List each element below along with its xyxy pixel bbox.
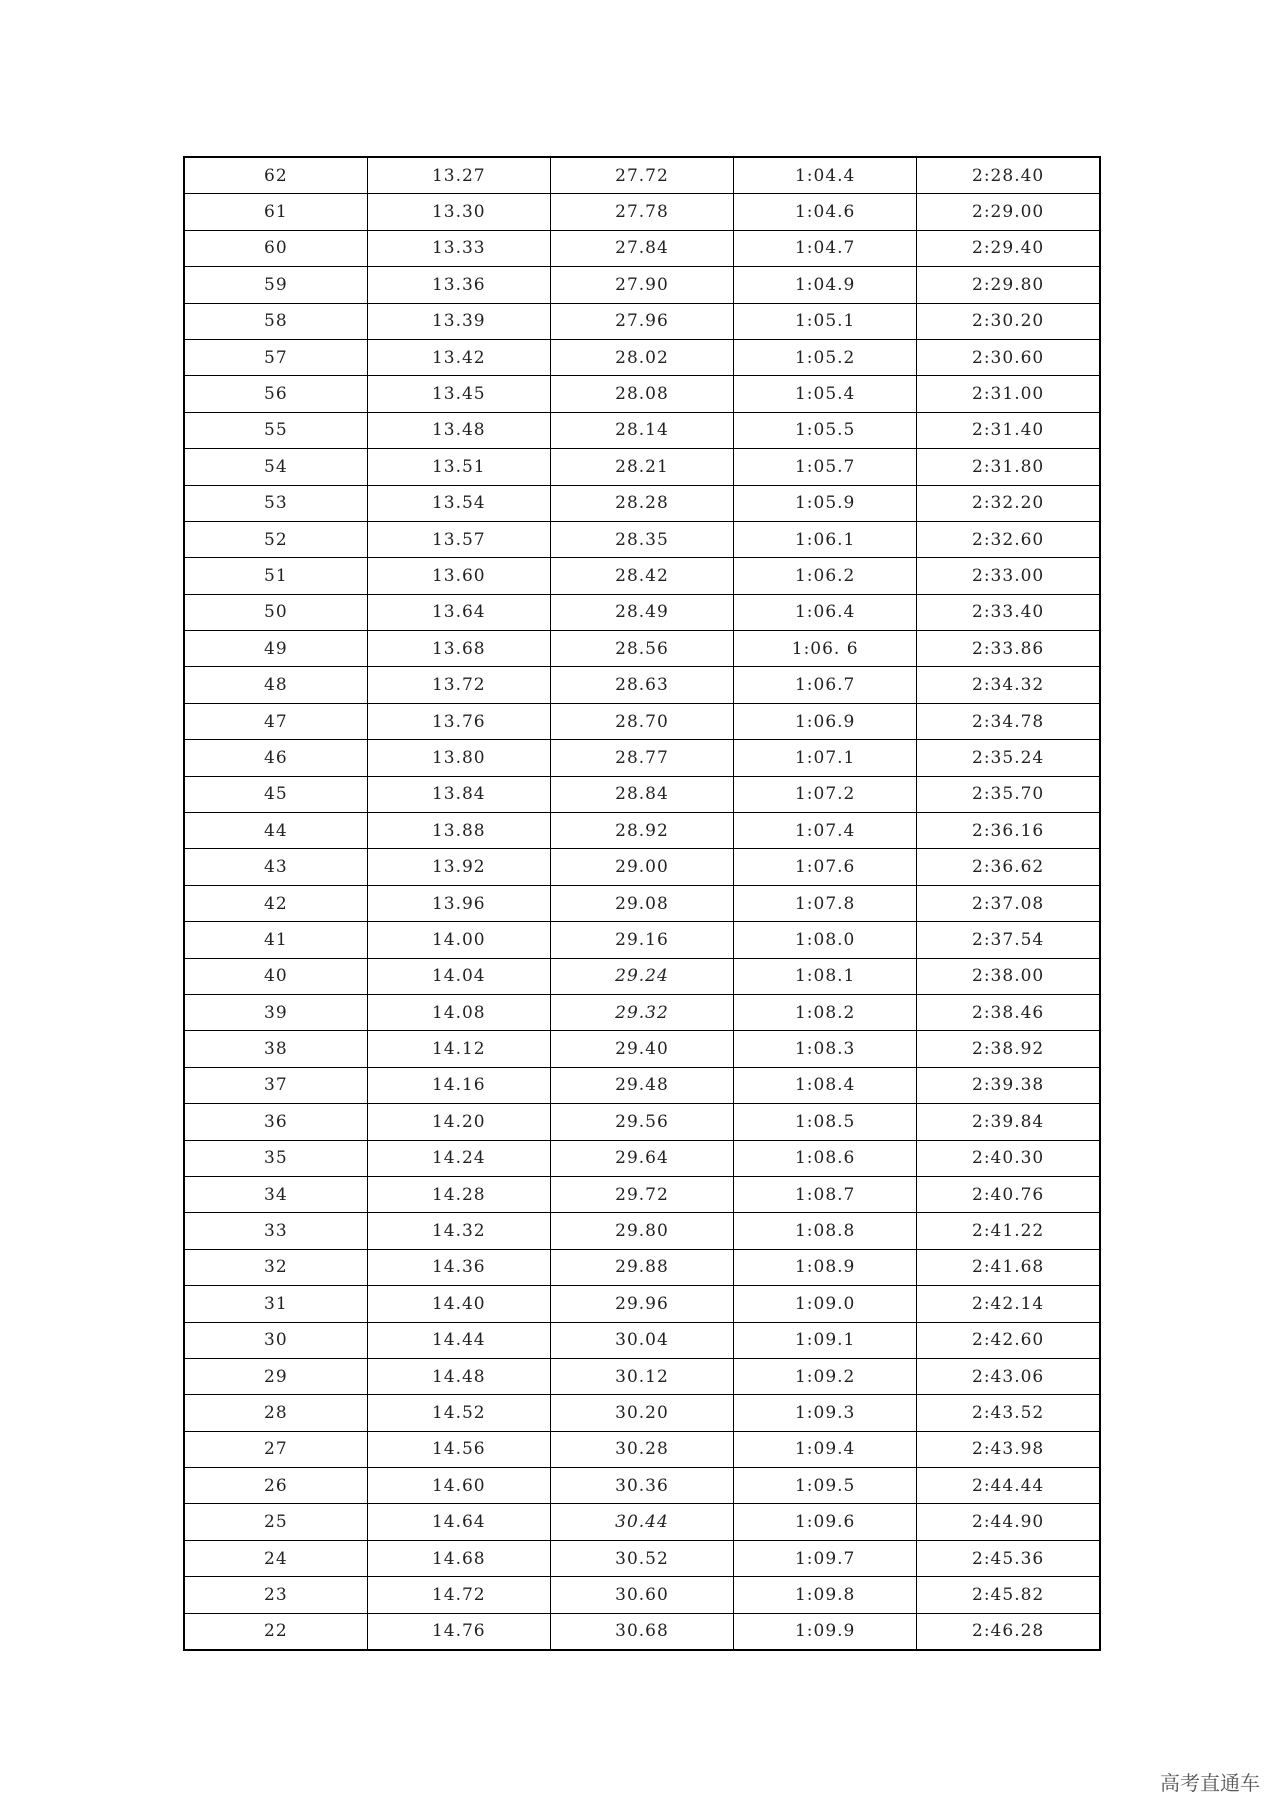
time-200m-cell: 30.04 [550, 1322, 733, 1358]
time-400m-cell: 1:06.2 [734, 558, 917, 594]
score-cell: 51 [184, 558, 367, 594]
time-200m-cell: 28.42 [550, 558, 733, 594]
table-row [184, 703, 1100, 739]
score-cell: 24 [184, 1540, 367, 1576]
table-row [184, 1104, 1100, 1140]
table-row [184, 740, 1100, 776]
time-400m-cell: 1:07.4 [734, 813, 917, 849]
time-400m-cell: 1:06. 6 [734, 631, 917, 667]
time-800m-cell: 2:44.44 [917, 1468, 1100, 1504]
time-800m-cell: 2:31.00 [917, 376, 1100, 412]
table-row [184, 1213, 1100, 1249]
time-100m-cell: 13.96 [367, 885, 550, 921]
table-row [184, 958, 1100, 994]
time-100m-cell: 14.68 [367, 1540, 550, 1576]
table-row [184, 776, 1100, 812]
time-200m-cell: 28.14 [550, 412, 733, 448]
score-cell: 22 [184, 1613, 367, 1650]
score-cell: 26 [184, 1468, 367, 1504]
time-400m-cell: 1:06.4 [734, 594, 917, 630]
time-100m-cell: 13.92 [367, 849, 550, 885]
time-400m-cell: 1:06.1 [734, 521, 917, 557]
time-800m-cell: 2:43.98 [917, 1431, 1100, 1467]
time-400m-cell: 1:07.2 [734, 776, 917, 812]
score-cell: 53 [184, 485, 367, 521]
time-100m-cell: 14.48 [367, 1358, 550, 1394]
time-400m-cell: 1:06.7 [734, 667, 917, 703]
score-cell: 59 [184, 267, 367, 303]
table-row [184, 1395, 1100, 1431]
time-400m-cell: 1:09.3 [734, 1395, 917, 1431]
time-400m-cell: 1:05.4 [734, 376, 917, 412]
time-400m-cell: 1:04.9 [734, 267, 917, 303]
time-800m-cell: 2:40.30 [917, 1140, 1100, 1176]
table-row [184, 1249, 1100, 1285]
time-800m-cell: 2:41.68 [917, 1249, 1100, 1285]
time-800m-cell: 2:32.20 [917, 485, 1100, 521]
time-400m-cell: 1:08.8 [734, 1213, 917, 1249]
time-100m-cell: 13.84 [367, 776, 550, 812]
time-400m-cell: 1:08.9 [734, 1249, 917, 1285]
time-800m-cell: 2:45.82 [917, 1577, 1100, 1613]
time-100m-cell: 13.36 [367, 267, 550, 303]
time-100m-cell: 13.33 [367, 230, 550, 266]
time-200m-cell: 27.96 [550, 303, 733, 339]
time-200m-cell: 29.88 [550, 1249, 733, 1285]
time-100m-cell: 14.76 [367, 1613, 550, 1650]
time-800m-cell: 2:34.32 [917, 667, 1100, 703]
score-table [183, 156, 1101, 1651]
score-cell: 48 [184, 667, 367, 703]
time-200m-cell: 30.20 [550, 1395, 733, 1431]
time-800m-cell: 2:37.54 [917, 922, 1100, 958]
time-400m-cell: 1:08.5 [734, 1104, 917, 1140]
time-200m-cell: 28.08 [550, 376, 733, 412]
time-200m-cell: 28.49 [550, 594, 733, 630]
time-100m-cell: 13.68 [367, 631, 550, 667]
score-cell: 36 [184, 1104, 367, 1140]
time-400m-cell: 1:04.4 [734, 157, 917, 194]
time-400m-cell: 1:08.6 [734, 1140, 917, 1176]
score-cell: 35 [184, 1140, 367, 1176]
time-200m-cell: 27.90 [550, 267, 733, 303]
score-cell: 46 [184, 740, 367, 776]
time-800m-cell: 2:42.60 [917, 1322, 1100, 1358]
time-800m-cell: 2:36.16 [917, 813, 1100, 849]
time-800m-cell: 2:29.40 [917, 230, 1100, 266]
table-row [184, 994, 1100, 1030]
table-row [184, 230, 1100, 266]
time-200m-cell: 28.02 [550, 339, 733, 375]
time-100m-cell: 14.08 [367, 994, 550, 1030]
table-row [184, 1613, 1100, 1650]
time-800m-cell: 2:29.80 [917, 267, 1100, 303]
time-100m-cell: 13.39 [367, 303, 550, 339]
time-100m-cell: 14.64 [367, 1504, 550, 1540]
time-200m-cell: 28.77 [550, 740, 733, 776]
score-cell: 38 [184, 1031, 367, 1067]
time-400m-cell: 1:08.3 [734, 1031, 917, 1067]
table-row [184, 849, 1100, 885]
time-800m-cell: 2:46.28 [917, 1613, 1100, 1650]
time-800m-cell: 2:30.20 [917, 303, 1100, 339]
time-200m-cell: 29.56 [550, 1104, 733, 1140]
table-row [184, 594, 1100, 630]
time-200m-cell: 29.96 [550, 1286, 733, 1322]
time-800m-cell: 2:39.84 [917, 1104, 1100, 1140]
table-row [184, 1540, 1100, 1576]
time-200m-cell: 30.68 [550, 1613, 733, 1650]
time-400m-cell: 1:05.1 [734, 303, 917, 339]
time-200m-cell: 29.80 [550, 1213, 733, 1249]
score-cell: 40 [184, 958, 367, 994]
time-800m-cell: 2:42.14 [917, 1286, 1100, 1322]
table-row [184, 157, 1100, 194]
time-200m-cell: 29.24 [550, 958, 733, 994]
time-200m-cell: 28.63 [550, 667, 733, 703]
time-800m-cell: 2:39.38 [917, 1067, 1100, 1103]
time-100m-cell: 14.44 [367, 1322, 550, 1358]
score-cell: 27 [184, 1431, 367, 1467]
table-row [184, 1431, 1100, 1467]
table-row [184, 412, 1100, 448]
time-100m-cell: 14.52 [367, 1395, 550, 1431]
table-row [184, 558, 1100, 594]
time-400m-cell: 1:04.7 [734, 230, 917, 266]
time-400m-cell: 1:09.8 [734, 1577, 917, 1613]
time-800m-cell: 2:38.92 [917, 1031, 1100, 1067]
time-400m-cell: 1:07.8 [734, 885, 917, 921]
score-cell: 37 [184, 1067, 367, 1103]
table-row [184, 1577, 1100, 1613]
time-800m-cell: 2:36.62 [917, 849, 1100, 885]
time-100m-cell: 14.72 [367, 1577, 550, 1613]
time-800m-cell: 2:30.60 [917, 339, 1100, 375]
time-200m-cell: 30.12 [550, 1358, 733, 1394]
table-row [184, 1468, 1100, 1504]
score-cell: 58 [184, 303, 367, 339]
time-200m-cell: 29.00 [550, 849, 733, 885]
time-200m-cell: 29.72 [550, 1176, 733, 1212]
score-cell: 33 [184, 1213, 367, 1249]
table-row [184, 449, 1100, 485]
time-100m-cell: 14.20 [367, 1104, 550, 1140]
score-cell: 54 [184, 449, 367, 485]
score-cell: 61 [184, 194, 367, 230]
score-cell: 29 [184, 1358, 367, 1394]
score-cell: 31 [184, 1286, 367, 1322]
time-800m-cell: 2:28.40 [917, 157, 1100, 194]
table-row [184, 922, 1100, 958]
time-400m-cell: 1:08.2 [734, 994, 917, 1030]
table-row [184, 1031, 1100, 1067]
score-cell: 55 [184, 412, 367, 448]
time-400m-cell: 1:08.1 [734, 958, 917, 994]
time-400m-cell: 1:05.9 [734, 485, 917, 521]
table-row [184, 1322, 1100, 1358]
time-200m-cell: 28.84 [550, 776, 733, 812]
score-cell: 62 [184, 157, 367, 194]
time-400m-cell: 1:09.5 [734, 1468, 917, 1504]
table-row [184, 339, 1100, 375]
time-200m-cell: 29.08 [550, 885, 733, 921]
score-cell: 45 [184, 776, 367, 812]
time-800m-cell: 2:35.24 [917, 740, 1100, 776]
table-row [184, 376, 1100, 412]
time-800m-cell: 2:35.70 [917, 776, 1100, 812]
time-800m-cell: 2:43.52 [917, 1395, 1100, 1431]
score-cell: 30 [184, 1322, 367, 1358]
time-100m-cell: 13.30 [367, 194, 550, 230]
time-200m-cell: 29.40 [550, 1031, 733, 1067]
time-100m-cell: 13.80 [367, 740, 550, 776]
score-cell: 28 [184, 1395, 367, 1431]
time-400m-cell: 1:09.7 [734, 1540, 917, 1576]
score-cell: 57 [184, 339, 367, 375]
time-800m-cell: 2:32.60 [917, 521, 1100, 557]
time-400m-cell: 1:09.0 [734, 1286, 917, 1322]
time-100m-cell: 13.60 [367, 558, 550, 594]
time-800m-cell: 2:33.00 [917, 558, 1100, 594]
time-200m-cell: 29.48 [550, 1067, 733, 1103]
time-200m-cell: 29.32 [550, 994, 733, 1030]
score-cell: 44 [184, 813, 367, 849]
score-cell: 23 [184, 1577, 367, 1613]
time-200m-cell: 30.44 [550, 1504, 733, 1540]
score-cell: 32 [184, 1249, 367, 1285]
score-cell: 47 [184, 703, 367, 739]
time-100m-cell: 13.76 [367, 703, 550, 739]
time-100m-cell: 13.64 [367, 594, 550, 630]
score-cell: 50 [184, 594, 367, 630]
score-cell: 25 [184, 1504, 367, 1540]
time-100m-cell: 13.51 [367, 449, 550, 485]
table-row [184, 303, 1100, 339]
time-100m-cell: 13.27 [367, 157, 550, 194]
time-200m-cell: 28.56 [550, 631, 733, 667]
time-200m-cell: 30.36 [550, 1468, 733, 1504]
time-100m-cell: 14.36 [367, 1249, 550, 1285]
time-200m-cell: 28.21 [550, 449, 733, 485]
time-100m-cell: 13.88 [367, 813, 550, 849]
time-100m-cell: 14.28 [367, 1176, 550, 1212]
time-800m-cell: 2:33.40 [917, 594, 1100, 630]
time-200m-cell: 30.60 [550, 1577, 733, 1613]
table-row [184, 1358, 1100, 1394]
time-100m-cell: 14.32 [367, 1213, 550, 1249]
table-row [184, 813, 1100, 849]
time-400m-cell: 1:07.1 [734, 740, 917, 776]
time-200m-cell: 28.28 [550, 485, 733, 521]
time-200m-cell: 29.16 [550, 922, 733, 958]
time-800m-cell: 2:31.40 [917, 412, 1100, 448]
time-100m-cell: 13.42 [367, 339, 550, 375]
time-400m-cell: 1:08.0 [734, 922, 917, 958]
time-800m-cell: 2:29.00 [917, 194, 1100, 230]
time-200m-cell: 27.78 [550, 194, 733, 230]
table-row [184, 521, 1100, 557]
score-cell: 49 [184, 631, 367, 667]
table-row [184, 1504, 1100, 1540]
time-400m-cell: 1:09.4 [734, 1431, 917, 1467]
table-row [184, 1140, 1100, 1176]
time-400m-cell: 1:06.9 [734, 703, 917, 739]
time-400m-cell: 1:07.6 [734, 849, 917, 885]
time-100m-cell: 14.56 [367, 1431, 550, 1467]
table-row [184, 194, 1100, 230]
time-200m-cell: 30.28 [550, 1431, 733, 1467]
time-200m-cell: 28.92 [550, 813, 733, 849]
time-800m-cell: 2:34.78 [917, 703, 1100, 739]
watermark: 高考直通车 [1160, 1771, 1260, 1795]
time-200m-cell: 30.52 [550, 1540, 733, 1576]
table-row [184, 1286, 1100, 1322]
time-400m-cell: 1:09.1 [734, 1322, 917, 1358]
time-400m-cell: 1:08.7 [734, 1176, 917, 1212]
table-row [184, 667, 1100, 703]
score-cell: 52 [184, 521, 367, 557]
table-body [184, 157, 1100, 1650]
score-cell: 34 [184, 1176, 367, 1212]
table-row [184, 485, 1100, 521]
time-400m-cell: 1:09.9 [734, 1613, 917, 1650]
table-row [184, 1067, 1100, 1103]
time-100m-cell: 14.04 [367, 958, 550, 994]
time-100m-cell: 14.12 [367, 1031, 550, 1067]
time-400m-cell: 1:09.6 [734, 1504, 917, 1540]
time-800m-cell: 2:43.06 [917, 1358, 1100, 1394]
score-cell: 60 [184, 230, 367, 266]
score-cell: 56 [184, 376, 367, 412]
time-800m-cell: 2:38.00 [917, 958, 1100, 994]
time-400m-cell: 1:04.6 [734, 194, 917, 230]
time-200m-cell: 29.64 [550, 1140, 733, 1176]
time-800m-cell: 2:33.86 [917, 631, 1100, 667]
score-cell: 39 [184, 994, 367, 1030]
time-800m-cell: 2:45.36 [917, 1540, 1100, 1576]
time-200m-cell: 27.84 [550, 230, 733, 266]
table-row [184, 885, 1100, 921]
table-row [184, 1176, 1100, 1212]
score-cell: 41 [184, 922, 367, 958]
time-200m-cell: 28.70 [550, 703, 733, 739]
time-100m-cell: 13.45 [367, 376, 550, 412]
time-800m-cell: 2:38.46 [917, 994, 1100, 1030]
time-100m-cell: 14.60 [367, 1468, 550, 1504]
time-200m-cell: 28.35 [550, 521, 733, 557]
time-400m-cell: 1:05.5 [734, 412, 917, 448]
time-100m-cell: 13.57 [367, 521, 550, 557]
score-cell: 42 [184, 885, 367, 921]
time-800m-cell: 2:44.90 [917, 1504, 1100, 1540]
time-100m-cell: 13.72 [367, 667, 550, 703]
time-400m-cell: 1:05.2 [734, 339, 917, 375]
time-200m-cell: 27.72 [550, 157, 733, 194]
time-100m-cell: 14.24 [367, 1140, 550, 1176]
time-400m-cell: 1:05.7 [734, 449, 917, 485]
time-100m-cell: 13.48 [367, 412, 550, 448]
time-800m-cell: 2:41.22 [917, 1213, 1100, 1249]
time-800m-cell: 2:31.80 [917, 449, 1100, 485]
time-100m-cell: 13.54 [367, 485, 550, 521]
time-100m-cell: 14.00 [367, 922, 550, 958]
time-800m-cell: 2:40.76 [917, 1176, 1100, 1212]
time-100m-cell: 14.40 [367, 1286, 550, 1322]
time-400m-cell: 1:08.4 [734, 1067, 917, 1103]
time-800m-cell: 2:37.08 [917, 885, 1100, 921]
time-400m-cell: 1:09.2 [734, 1358, 917, 1394]
score-cell: 43 [184, 849, 367, 885]
table-row [184, 631, 1100, 667]
table-row [184, 267, 1100, 303]
time-100m-cell: 14.16 [367, 1067, 550, 1103]
